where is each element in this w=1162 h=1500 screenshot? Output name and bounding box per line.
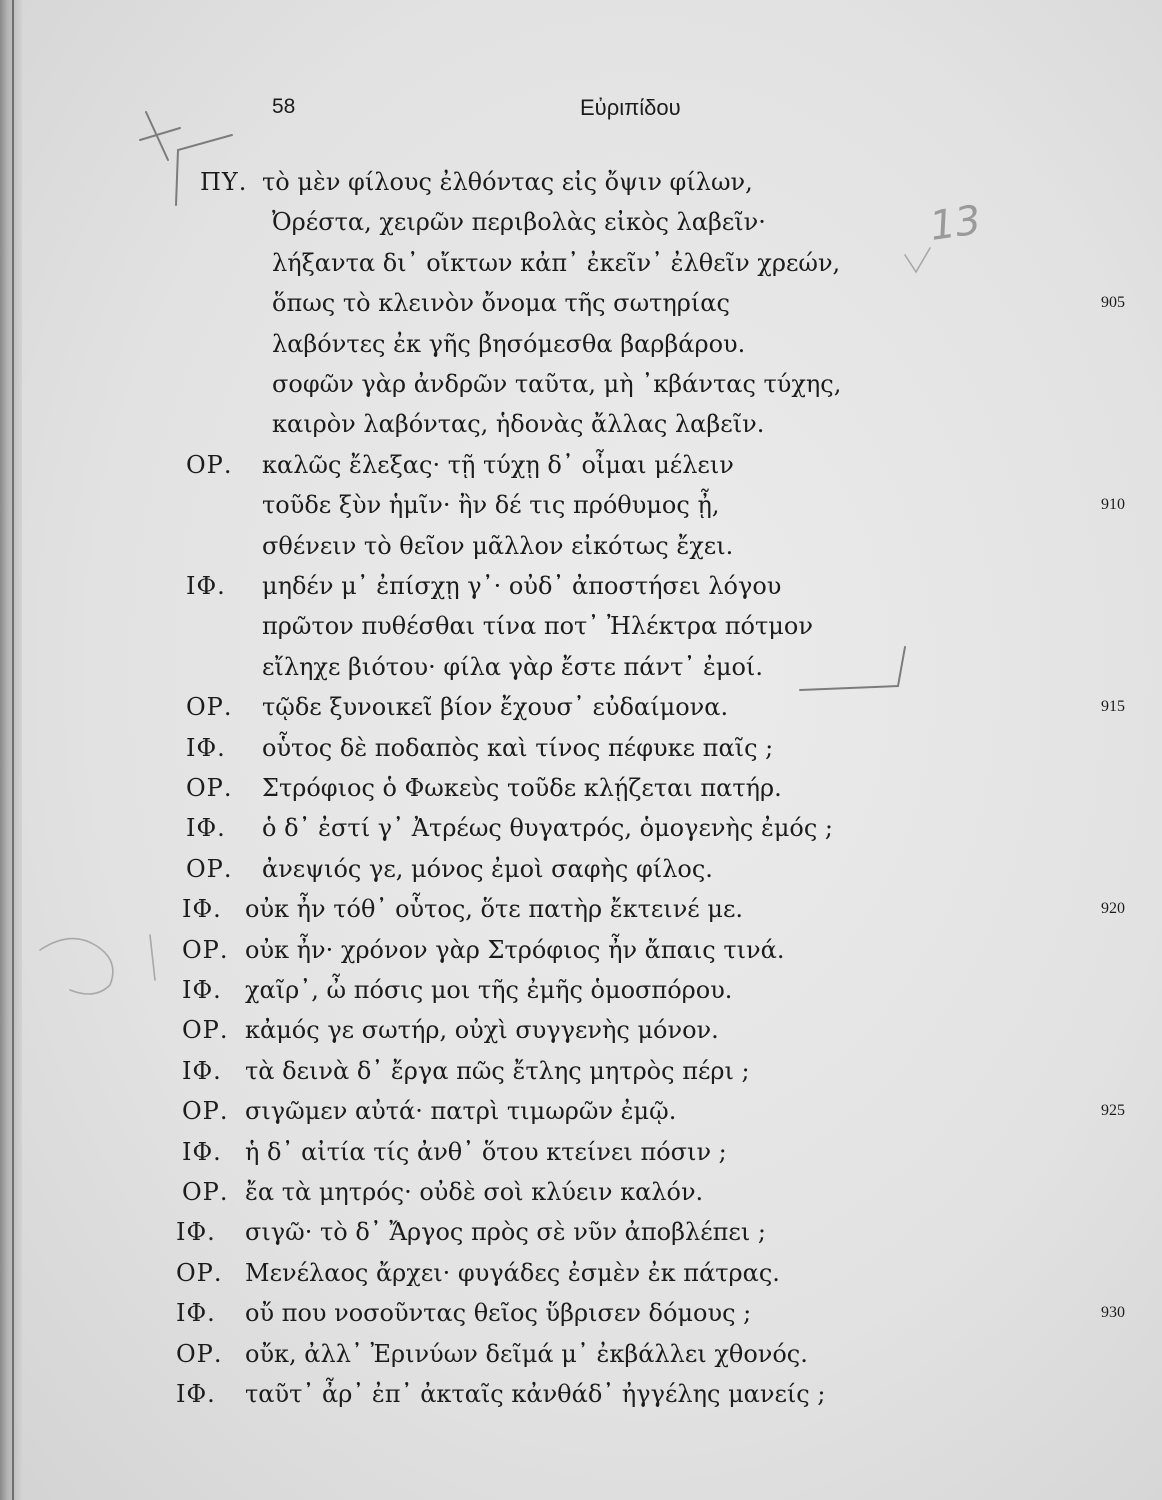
book-spine-shadow — [0, 0, 22, 1500]
speaker-label: ΙΦ. — [176, 1218, 216, 1247]
verse-text: λήξαντα δι᾽ οἴκτων κἀπ᾽ ἐκεῖν᾽ ἐλθεῖν χρεών, — [272, 248, 841, 277]
speaker-label: ΙΦ. — [186, 814, 226, 843]
verse-text: Μενέλαος ἄρχει· φυγάδες ἐσμὲν ἐκ πάτρας. — [245, 1258, 780, 1287]
verse-text: ἡ δ᾽ αἰτία τίς ἀνθ᾽ ὅτου κτείνει πόσιν ; — [245, 1137, 727, 1166]
pencil-margin-scribble-2 — [150, 935, 155, 980]
verse-text: ἔα τὰ μητρός· οὐδὲ σοὶ κλύειν καλόν. — [245, 1178, 704, 1206]
verse-text: οὔκ, ἀλλ᾽ Ἐρινύων δεῖμά μ᾽ ἐκβάλλει χθονός. — [245, 1339, 808, 1368]
verse-text: πρῶτον πυθέσθαι τίνα ποτ᾽ Ἠλέκτρα πότμον — [262, 612, 813, 641]
line-number: 910 — [1101, 496, 1125, 514]
pencil-margin-number: 13 — [926, 197, 984, 250]
pencil-cross-mark — [140, 112, 180, 160]
verse-text: χαῖρ᾽, ὦ πόσις μοι τῆς ἐμῆς ὁμοσπόρου. — [245, 976, 733, 1004]
speaker-label: ΙΦ. — [176, 1380, 216, 1408]
verse-text: καλῶς ἔλεξας· τῇ τύχῃ δ᾽ οἶμαι μέλειν — [262, 450, 734, 479]
running-title: Εὐριπίδου — [580, 95, 681, 120]
speaker-label: ΟΡ. — [182, 1097, 229, 1126]
line-number: 920 — [1101, 900, 1125, 918]
speaker-label: ΙΦ. — [186, 572, 226, 600]
line-number: 905 — [1101, 294, 1125, 312]
line-number: 930 — [1101, 1304, 1125, 1322]
verse-text: τοῦδε ξὺν ἡμῖν· ἢν δέ τις πρόθυμος ᾖ, — [262, 491, 720, 520]
verse-text: οὐκ ἦν· χρόνον γὰρ Στρόφιος ἦν ἄπαις τινά. — [245, 935, 785, 964]
speaker-label: ΟΡ. — [186, 693, 233, 722]
speaker-label: ΟΡ. — [176, 1339, 223, 1368]
speaker-label: ΙΦ. — [182, 976, 222, 1004]
verse-text: σιγῶ· τὸ δ᾽ Ἄργος πρὸς σὲ νῦν ἀποβλέπει ; — [245, 1218, 766, 1247]
speaker-label: ΙΦ. — [182, 895, 222, 924]
verse-text: τῷδε ξυνοικεῖ βίον ἔχουσ᾽ εὐδαίμονα. — [262, 693, 729, 722]
book-spine-edge — [12, 0, 14, 1500]
speaker-label: ΠΥ. — [200, 168, 248, 196]
pencil-check-mark — [905, 248, 930, 272]
verse-text: σοφῶν γὰρ ἀνδρῶν ταῦτα, μὴ ᾽κβάντας τύχης, — [272, 370, 842, 398]
verse-text: σθένειν τὸ θεῖον μᾶλλον εἰκότως ἔχει. — [262, 531, 734, 560]
verse-text: εἴληχε βιότου· φίλα γὰρ ἔστε πάντ᾽ ἐμοί. — [262, 652, 763, 681]
speaker-label: ΟΡ. — [182, 1016, 229, 1045]
verse-text: ἀνεψιός γε, μόνος ἐμοὶ σαφὴς φίλος. — [262, 854, 713, 883]
verse-text: Στρόφιος ὁ Φωκεὺς τοῦδε κλῄζεται πατήρ. — [262, 774, 782, 802]
page-number: 58 — [272, 95, 296, 118]
speaker-label: ΟΡ. — [186, 450, 233, 479]
pencil-margin-scribble — [40, 939, 113, 994]
verse-text: ταῦτ᾽ ἆρ᾽ ἐπ᾽ ἀκταῖς κἀνθάδ᾽ ἠγγέλης μανείς ; — [245, 1380, 826, 1408]
speaker-label: ΙΦ. — [186, 733, 226, 762]
speaker-label: ΙΦ. — [182, 1056, 222, 1085]
verse-text: ὅπως τὸ κλεινὸν ὄνομα τῆς σωτηρίας — [272, 289, 730, 318]
speaker-label: ΟΡ. — [182, 935, 229, 964]
verse-text: οὗτος δὲ ποδαπὸς καὶ τίνος πέφυκε παῖς ; — [262, 733, 774, 762]
line-number: 915 — [1101, 698, 1125, 716]
verse-text: οὐκ ἦν τόθ᾽ οὗτος, ὅτε πατὴρ ἔκτεινέ με. — [245, 895, 744, 924]
pencil-line-bracket — [800, 647, 905, 690]
speaker-label: ΙΦ. — [176, 1299, 216, 1328]
verse-text: κἀμός γε σωτήρ, οὐχὶ συγγενὴς μόνον. — [245, 1016, 719, 1045]
verse-text: ὁ δ᾽ ἐστί γ᾽ Ἀτρέως θυγατρός, ὁμογενὴς ἐμός ; — [262, 814, 834, 843]
verse-text: τὰ δεινὰ δ᾽ ἔργα πῶς ἔτλης μητρὸς πέρι ; — [245, 1056, 750, 1085]
speaker-label: ΟΡ. — [176, 1258, 223, 1287]
speaker-label: ΟΡ. — [186, 854, 233, 883]
verse-text: Ὀρέστα, χειρῶν περιβολὰς εἰκὸς λαβεῖν· — [272, 208, 766, 237]
verse-text: σιγῶμεν αὐτά· πατρὶ τιμωρῶν ἐμῷ. — [245, 1097, 677, 1126]
verse-text: οὔ που νοσοῦντας θεῖος ὕβρισεν δόμους ; — [245, 1299, 752, 1328]
verse-text: λαβόντες ἐκ γῆς βησόμεσθα βαρβάρου. — [272, 329, 746, 358]
speaker-label: ΟΡ. — [182, 1178, 229, 1206]
speaker-label: ΙΦ. — [182, 1137, 222, 1166]
verse-text: καιρὸν λαβόντας, ἡδονὰς ἄλλας λαβεῖν. — [272, 410, 765, 439]
speaker-label: ΟΡ. — [186, 774, 233, 802]
line-number: 925 — [1101, 1102, 1125, 1120]
verse-text: μηδέν μ᾽ ἐπίσχῃ γ᾽· οὐδ᾽ ἀποστήσει λόγου — [262, 572, 782, 600]
verse-text: τὸ μὲν φίλους ἐλθόντας εἰς ὄψιν φίλων, — [262, 168, 753, 196]
